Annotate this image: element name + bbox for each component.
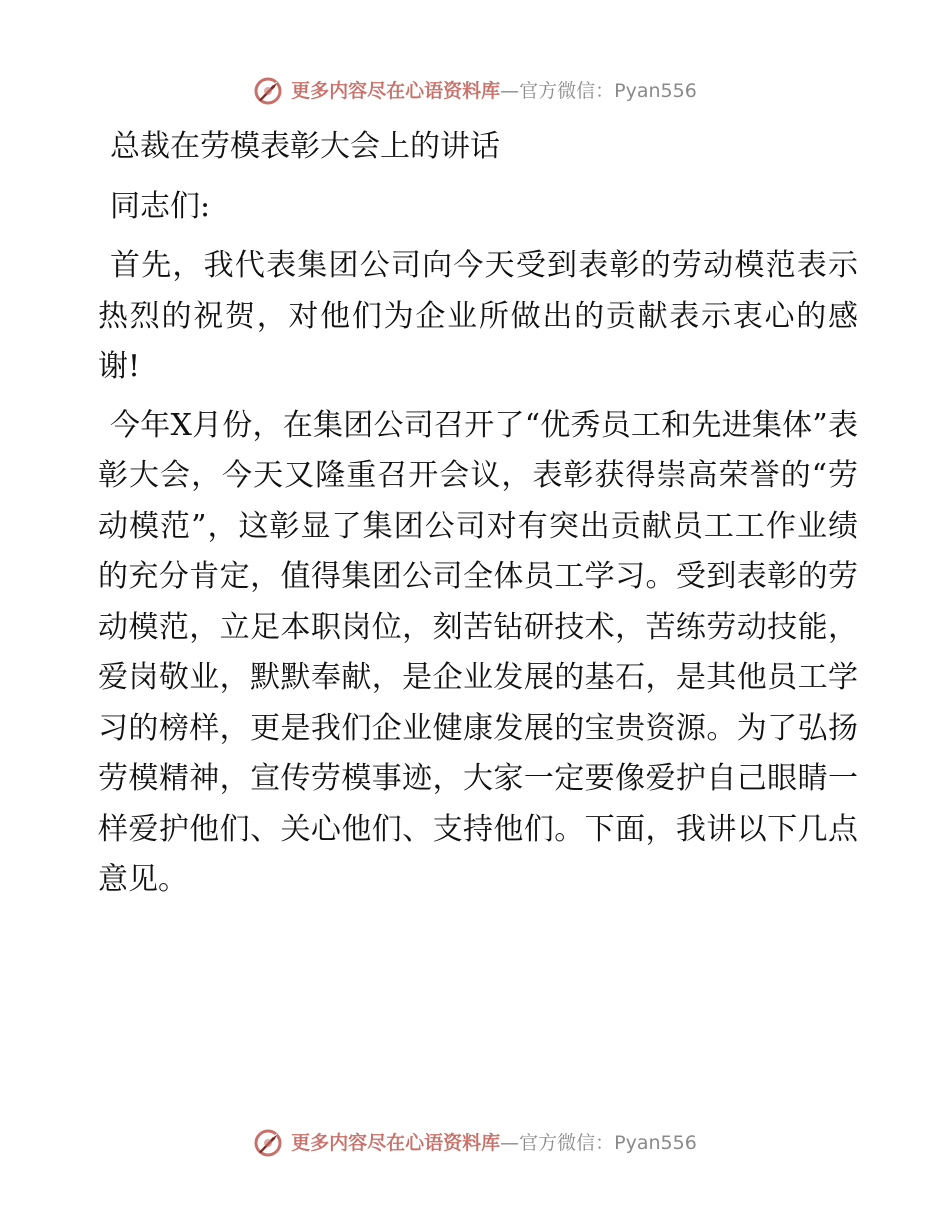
header-watermark — [0, 76, 950, 106]
watermark-site-text: 更多内容尽在心语资料库 — [291, 1132, 501, 1154]
watermark-site-text: 更多内容尽在心语资料库 — [291, 80, 501, 102]
footer-watermark — [0, 1128, 950, 1158]
document-title: 总裁在劳模表彰大会上的讲话 — [110, 129, 500, 164]
document-body — [98, 122, 858, 914]
paragraph-1: 首先，我代表集团公司向今天受到表彰的劳动模范表示热烈的祝贺，对他们为企业所做出的贡献表示衷心的感谢! — [98, 248, 858, 384]
quill-pen-seal-icon — [253, 1128, 283, 1158]
paragraph-2: 今年X月份，在集团公司召开了“优秀员工和先进集体”表彰大会，今天又隆重召开会议，表彰获得崇高荣誉的“劳动模范”，这彰显了集团公司对有突出贡献员工工作业绩的充分肯定，值得集团公司全体员工学习。受到表彰的劳动模范，立足本职岗位，刻苦钻研技术，苦练劳动技能，爱岗敬业，默默奉献，是企业发展的基石，是其他员工学习的榜样，更是我们企业健康发展的宝贵资源。为了弘扬劳模精神，宣传劳模事迹，大家一定要像爱护自己眼睛一样爱护他们、关心他们、支持他们。下面，我讲以下几点意见。 — [98, 407, 858, 897]
watermark-wechat-text: —官方微信：Pyan556 — [500, 80, 697, 102]
watermark-wechat-text: —官方微信：Pyan556 — [500, 1132, 697, 1154]
document-salutation: 同志们: — [110, 188, 211, 224]
quill-pen-seal-icon — [253, 76, 283, 106]
